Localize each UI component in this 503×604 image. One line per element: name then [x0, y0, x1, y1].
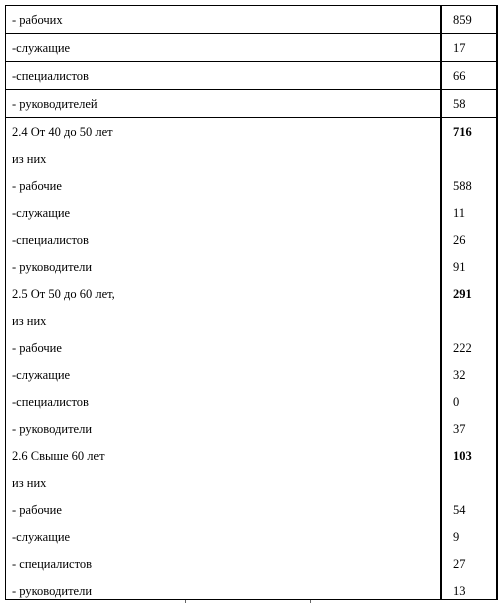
- page-edge-marks: [5, 600, 498, 604]
- row-value: 27: [453, 556, 466, 571]
- edge-mark: [310, 600, 311, 603]
- row-value: 32: [453, 367, 466, 382]
- group-heading-label: 2.6 Свыше 60 лет: [12, 448, 105, 463]
- row-label: -служащие: [12, 205, 71, 220]
- row-label: -специалистов: [12, 232, 89, 247]
- table-row: [6, 550, 496, 577]
- table-row: [6, 496, 496, 523]
- table-row: [6, 307, 496, 334]
- table-row: [6, 62, 496, 90]
- row-value: [446, 307, 496, 334]
- row-label: -специалистов: [6, 62, 446, 90]
- row-label: - рабочие: [12, 178, 62, 193]
- table-row-group-heading: [6, 442, 496, 469]
- row-value: 66: [446, 62, 496, 90]
- row-value: 13: [453, 583, 466, 598]
- table-row: [6, 226, 496, 253]
- row-value: [446, 469, 496, 496]
- row-label: - руководителей: [6, 90, 446, 118]
- row-label: - рабочие: [12, 340, 62, 355]
- row-label: из них: [12, 475, 47, 490]
- row-value: 58: [446, 90, 496, 118]
- table-row: [6, 469, 496, 496]
- row-label: - руководители: [12, 583, 93, 598]
- row-value: 859: [446, 6, 496, 34]
- row-value: 91: [453, 259, 466, 274]
- row-value: 222: [453, 340, 472, 355]
- row-value: [446, 145, 496, 172]
- table-row: [6, 6, 496, 34]
- group-total-value: 103: [453, 448, 472, 463]
- row-value: 26: [453, 232, 466, 247]
- table-row: [6, 361, 496, 388]
- table-row-group-heading: [6, 280, 496, 307]
- table-row: [6, 253, 496, 280]
- row-value: 17: [446, 34, 496, 62]
- row-value: 9: [453, 529, 460, 544]
- table-row: [6, 90, 496, 118]
- table-row-group-heading: [6, 118, 496, 146]
- row-label: - рабочих: [6, 6, 446, 34]
- row-value: 11: [453, 205, 466, 220]
- edge-mark: [185, 600, 186, 603]
- table-row: [6, 172, 496, 199]
- table-row: [6, 334, 496, 361]
- data-table: [6, 6, 496, 604]
- row-label: -специалистов: [12, 394, 89, 409]
- row-label: из них: [12, 313, 47, 328]
- row-label: - руководители: [12, 421, 93, 436]
- table-row: [6, 145, 496, 172]
- row-value: 37: [453, 421, 466, 436]
- row-label: - руководители: [12, 259, 93, 274]
- row-label: -служащие: [6, 34, 446, 62]
- table-row: [6, 388, 496, 415]
- row-label: - рабочие: [12, 502, 62, 517]
- table-row: [6, 34, 496, 62]
- table-row: [6, 199, 496, 226]
- row-value: 588: [453, 178, 472, 193]
- data-table-frame: [5, 5, 498, 600]
- row-value: 0: [453, 394, 460, 409]
- table-row: [6, 415, 496, 442]
- table-row: [6, 523, 496, 550]
- group-heading-label: 2.5 От 50 до 60 лет,: [12, 286, 115, 301]
- row-value: 54: [453, 502, 466, 517]
- row-label: -служащие: [12, 529, 71, 544]
- row-label: -служащие: [12, 367, 71, 382]
- row-label: из них: [12, 151, 47, 166]
- row-label: - специалистов: [12, 556, 93, 571]
- group-heading-label: 2.4 От 40 до 50 лет: [12, 124, 113, 139]
- group-total-value: 716: [453, 124, 472, 139]
- group-total-value: 291: [453, 286, 472, 301]
